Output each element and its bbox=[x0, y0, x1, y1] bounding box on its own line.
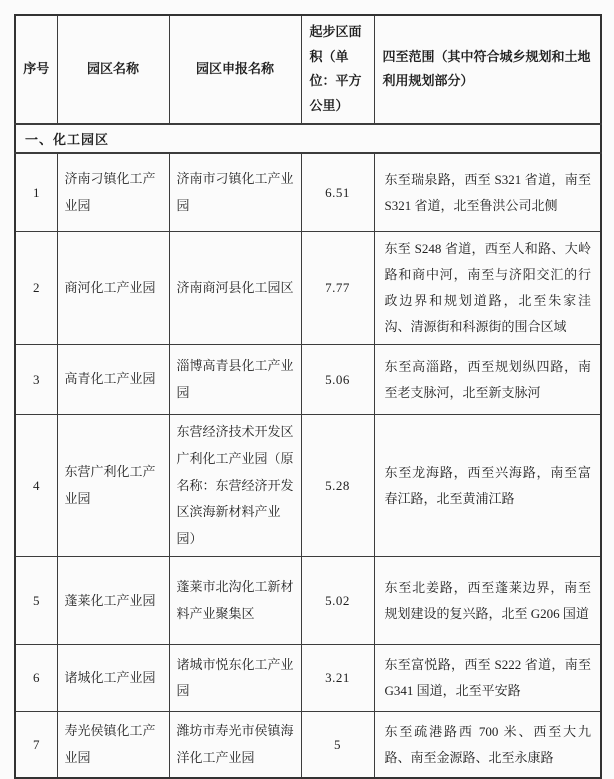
cell-declared-name: 东营经济技术开发区广利化工产业园（原名称：东营经济开发区滨海新材料产业园） bbox=[169, 415, 301, 557]
cell-serial-number: 6 bbox=[15, 645, 57, 712]
cell-starting-area: 7.77 bbox=[301, 232, 374, 345]
cell-boundary-range: 东至富悦路，西至 S222 省道，南至 G341 国道，北至平安路 bbox=[374, 645, 601, 712]
cell-boundary-range: 东至疏港路西 700 米、西至大九路、南至金源路、北至永康路 bbox=[374, 712, 601, 778]
table-row bbox=[15, 645, 601, 712]
cell-park-name: 诸城化工产业园 bbox=[57, 645, 169, 712]
cell-park-name: 寿光侯镇化工产业园 bbox=[57, 712, 169, 778]
header-declared-name: 园区申报名称 bbox=[169, 15, 301, 124]
cell-starting-area: 5.28 bbox=[301, 415, 374, 557]
table-row bbox=[15, 345, 601, 415]
table-row bbox=[15, 712, 601, 778]
table-header-row bbox=[15, 15, 601, 124]
cell-boundary-range: 东至瑞泉路，西至 S321 省道，南至 S321 省道，北至鲁洪公司北侧 bbox=[374, 153, 601, 232]
cell-serial-number: 5 bbox=[15, 557, 57, 645]
cell-starting-area: 3.21 bbox=[301, 645, 374, 712]
cell-park-name: 高青化工产业园 bbox=[57, 345, 169, 415]
cell-declared-name: 蓬莱市北沟化工新材料产业聚集区 bbox=[169, 557, 301, 645]
cell-serial-number: 3 bbox=[15, 345, 57, 415]
header-park-name: 园区名称 bbox=[57, 15, 169, 124]
cell-boundary-range: 东至 S248 省道，西至人和路、大岭路和商中河，南至与济阳交汇的行政边界和规划道路，北至朱家洼沟、清源街和科源街的围合区域 bbox=[374, 232, 601, 345]
cell-park-name: 济南刁镇化工产业园 bbox=[57, 153, 169, 232]
table-row bbox=[15, 232, 601, 345]
cell-park-name: 东营广利化工产业园 bbox=[57, 415, 169, 557]
cell-serial-number: 1 bbox=[15, 153, 57, 232]
header-boundary-range: 四至范围（其中符合城乡规划和土地利用规划部分） bbox=[374, 15, 601, 124]
header-serial-number: 序号 bbox=[15, 15, 57, 124]
section-row bbox=[15, 124, 601, 153]
cell-serial-number: 7 bbox=[15, 712, 57, 778]
cell-serial-number: 2 bbox=[15, 232, 57, 345]
cell-declared-name: 诸城市悦东化工产业园 bbox=[169, 645, 301, 712]
cell-park-name: 商河化工产业园 bbox=[57, 232, 169, 345]
cell-boundary-range: 东至北姜路，西至蓬莱边界，南至规划建设的复兴路，北至 G206 国道 bbox=[374, 557, 601, 645]
table-row bbox=[15, 415, 601, 557]
table-row bbox=[15, 153, 601, 232]
cell-declared-name: 济南商河县化工园区 bbox=[169, 232, 301, 345]
cell-declared-name: 济南市刁镇化工产业园 bbox=[169, 153, 301, 232]
cell-starting-area: 6.51 bbox=[301, 153, 374, 232]
table-row bbox=[15, 557, 601, 645]
cell-declared-name: 潍坊市寿光市侯镇海洋化工产业园 bbox=[169, 712, 301, 778]
cell-declared-name: 淄博高青县化工产业园 bbox=[169, 345, 301, 415]
chemical-parks-table bbox=[14, 14, 602, 779]
cell-boundary-range: 东至高淄路，西至规划纵四路，南至老支脉河，北至新支脉河 bbox=[374, 345, 601, 415]
cell-starting-area: 5.02 bbox=[301, 557, 374, 645]
cell-serial-number: 4 bbox=[15, 415, 57, 557]
cell-starting-area: 5 bbox=[301, 712, 374, 778]
cell-park-name: 蓬莱化工产业园 bbox=[57, 557, 169, 645]
cell-boundary-range: 东至龙海路，西至兴海路，南至富春江路，北至黄浦江路 bbox=[374, 415, 601, 557]
cell-starting-area: 5.06 bbox=[301, 345, 374, 415]
header-starting-area: 起步区面积（单位：平方公里） bbox=[301, 15, 374, 124]
section-title: 一、化工园区 bbox=[15, 124, 601, 153]
